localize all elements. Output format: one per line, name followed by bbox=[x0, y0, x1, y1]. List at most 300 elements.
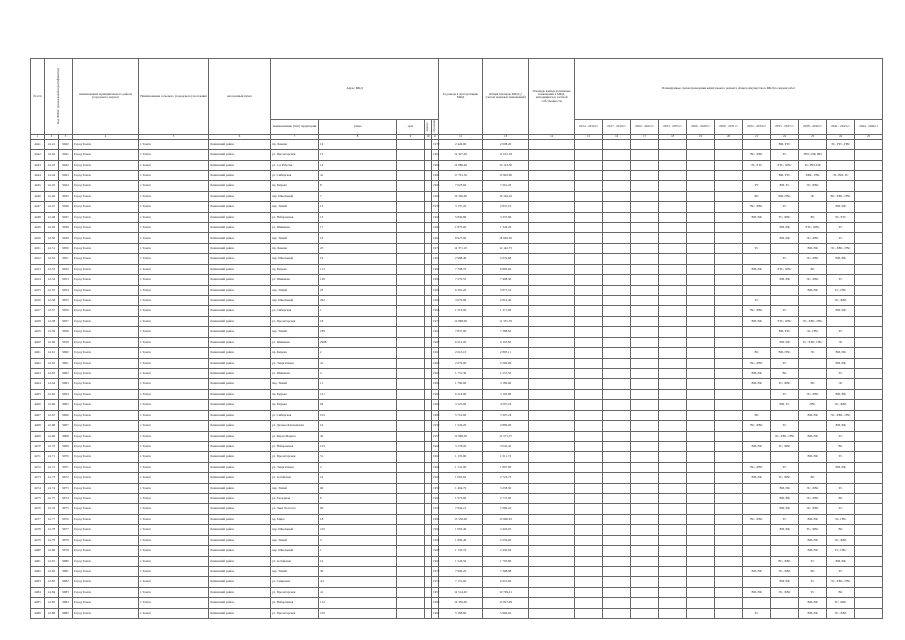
table-cell bbox=[659, 316, 687, 326]
table-cell bbox=[529, 566, 575, 576]
table-cell: 1 741,00 bbox=[439, 462, 483, 472]
table-cell bbox=[425, 170, 432, 180]
table-row bbox=[31, 337, 883, 347]
table-cell bbox=[631, 525, 659, 535]
table-cell: г. Томск bbox=[139, 327, 209, 337]
table-cell bbox=[631, 202, 659, 212]
table-cell bbox=[397, 608, 425, 618]
table-cell: ул. Шишкова bbox=[271, 223, 319, 233]
column-number: 25 bbox=[855, 134, 883, 139]
table-cell bbox=[631, 285, 659, 295]
table-cell bbox=[771, 296, 799, 306]
table-cell: 1 371,90 bbox=[483, 306, 529, 316]
table-cell bbox=[425, 566, 432, 576]
table-cell: ВС bbox=[799, 566, 827, 576]
table-row bbox=[31, 577, 883, 587]
table-cell bbox=[799, 421, 827, 431]
table-cell bbox=[529, 379, 575, 389]
table-cell bbox=[659, 233, 687, 243]
table-cell: ВИ, РТС bbox=[771, 327, 799, 337]
table-cell: 41 bbox=[319, 358, 397, 368]
table-cell: 41.67 bbox=[45, 410, 59, 420]
table-cell: ул. Набережная bbox=[271, 212, 319, 222]
header-settlement: Наименование сельского (городского) поселения bbox=[139, 59, 209, 135]
table-cell bbox=[603, 441, 631, 451]
table-row bbox=[31, 421, 883, 431]
table-cell: 41.66 bbox=[45, 400, 59, 410]
table-cell: 1966 bbox=[432, 306, 439, 316]
table-cell: ул. Набережная bbox=[271, 441, 319, 451]
table-cell: Город Томск bbox=[73, 368, 139, 378]
table-cell: г. Томск bbox=[139, 181, 209, 191]
table-cell: Ленинский район bbox=[209, 254, 271, 264]
table-cell: 1963 bbox=[432, 473, 439, 483]
table-cell bbox=[397, 514, 425, 524]
table-cell: 1963 bbox=[432, 368, 439, 378]
table-cell: 2 bbox=[319, 348, 397, 358]
table-cell: 1 342,20 bbox=[483, 223, 529, 233]
table-cell: 10 196,60 bbox=[439, 191, 483, 201]
table-cell: 9944 bbox=[59, 181, 73, 191]
table-cell bbox=[529, 285, 575, 295]
table-cell: 16 bbox=[319, 473, 397, 483]
table-cell: 4444 bbox=[31, 170, 45, 180]
table-cell: Ленинский район bbox=[209, 566, 271, 576]
table-cell: 2 737,00 bbox=[483, 494, 529, 504]
table-cell bbox=[529, 400, 575, 410]
table-cell bbox=[575, 598, 603, 608]
table-row bbox=[31, 483, 883, 493]
table-cell: Ленинский район bbox=[209, 285, 271, 295]
table-cell: 6 391,20 bbox=[439, 285, 483, 295]
table-cell: 9961 bbox=[59, 358, 73, 368]
table-cell: 9956 bbox=[59, 306, 73, 316]
table-cell: ВС bbox=[799, 264, 827, 274]
table-cell: г. Томск bbox=[139, 421, 209, 431]
table-cell: Ленинский район bbox=[209, 337, 271, 347]
table-cell bbox=[799, 296, 827, 306]
table-cell: Ленинский район bbox=[209, 483, 271, 493]
table-cell bbox=[631, 243, 659, 253]
table-cell bbox=[687, 441, 715, 451]
table-cell: 3 042,42 bbox=[483, 441, 529, 451]
table-cell: 4483 bbox=[31, 577, 45, 587]
table-cell: пр. Кирова bbox=[271, 348, 319, 358]
table-cell bbox=[659, 181, 687, 191]
table-cell: 41.55 bbox=[45, 285, 59, 295]
table-cell: ВИ, РФ bbox=[771, 233, 799, 243]
table-cell: 12 514,20 bbox=[439, 587, 483, 597]
table-cell bbox=[397, 358, 425, 368]
table-cell bbox=[659, 139, 687, 149]
table-cell bbox=[687, 577, 715, 587]
table-cell bbox=[575, 535, 603, 545]
table-cell: Ленинский район bbox=[209, 410, 271, 420]
table-cell bbox=[715, 275, 743, 285]
table-cell: Ленинский район bbox=[209, 431, 271, 441]
table-cell: РТС, ХВС bbox=[771, 264, 799, 274]
table-cell bbox=[397, 139, 425, 149]
table-cell bbox=[715, 368, 743, 378]
table-cell: 41.65 bbox=[45, 389, 59, 399]
table-cell: 4/1 bbox=[319, 577, 397, 587]
table-cell bbox=[827, 264, 855, 274]
table-cell bbox=[659, 400, 687, 410]
table-cell bbox=[715, 598, 743, 608]
table-cell: Ленинский район bbox=[209, 514, 271, 524]
table-cell bbox=[631, 233, 659, 243]
table-cell: 8 bbox=[319, 494, 397, 504]
table-cell bbox=[743, 389, 771, 399]
table-cell: Ленинский район bbox=[209, 546, 271, 556]
table-cell: г. Томск bbox=[139, 535, 209, 545]
table-cell: 41.77 bbox=[45, 514, 59, 524]
table-cell: ЭС, ХВС bbox=[799, 389, 827, 399]
table-cell: 1963 bbox=[432, 358, 439, 368]
table-cell: г. Томск bbox=[139, 431, 209, 441]
table-cell: ТС bbox=[771, 306, 799, 316]
table-cell: г. Томск bbox=[139, 400, 209, 410]
table-cell: ВИ, РФ bbox=[743, 566, 771, 576]
table-cell: ТС bbox=[827, 223, 855, 233]
table-cell bbox=[631, 462, 659, 472]
table-cell: ТС, ХВС bbox=[827, 598, 855, 608]
table-cell: 1 731,39 bbox=[439, 368, 483, 378]
table-cell: г. Томск bbox=[139, 223, 209, 233]
table-cell: 7 837,00 bbox=[439, 327, 483, 337]
table-cell bbox=[659, 421, 687, 431]
table-cell: 14 bbox=[319, 160, 397, 170]
column-number: 5 bbox=[139, 134, 209, 139]
table-row bbox=[31, 400, 883, 410]
table-row bbox=[31, 160, 883, 170]
table-cell: Ленинский район bbox=[209, 587, 271, 597]
table-cell bbox=[425, 202, 432, 212]
table-cell bbox=[631, 483, 659, 493]
table-cell: ВС bbox=[771, 368, 799, 378]
table-cell: ул. Шишкова bbox=[271, 337, 319, 347]
table-cell: 41.49 bbox=[45, 223, 59, 233]
table-cell bbox=[659, 566, 687, 576]
table-cell: 41.86 bbox=[45, 608, 59, 618]
table-cell: 23 bbox=[319, 285, 397, 295]
column-number: 4 bbox=[73, 134, 139, 139]
table-cell: 9959 bbox=[59, 337, 73, 347]
table-cell: ЭС bbox=[799, 348, 827, 358]
table-cell: г. Томск bbox=[139, 337, 209, 347]
table-cell: 1963 bbox=[432, 181, 439, 191]
header-year-3: 2023 - 2025 гг bbox=[659, 120, 687, 135]
table-cell: 4443 bbox=[31, 160, 45, 170]
table-cell: 9975 bbox=[59, 504, 73, 514]
table-cell: ул. Шишкова bbox=[271, 275, 319, 285]
table-cell bbox=[397, 327, 425, 337]
table-cell bbox=[659, 296, 687, 306]
table-cell bbox=[529, 243, 575, 253]
table-row bbox=[31, 181, 883, 191]
table-cell: 4448 bbox=[31, 212, 45, 222]
table-cell: Город Томск bbox=[73, 264, 139, 274]
table-cell: 23 bbox=[319, 243, 397, 253]
table-cell: Город Томск bbox=[73, 181, 139, 191]
table-cell: 4451 bbox=[31, 243, 45, 253]
table-cell: г. Томск bbox=[139, 389, 209, 399]
table-cell bbox=[603, 254, 631, 264]
table-cell bbox=[631, 327, 659, 337]
table-cell: пр. Кирова bbox=[271, 389, 319, 399]
table-cell: ВИ, РФ bbox=[743, 316, 771, 326]
column-number: 13 bbox=[483, 134, 529, 139]
table-cell: РТС, ХВС bbox=[771, 160, 799, 170]
table-cell bbox=[855, 327, 883, 337]
table-cell bbox=[715, 400, 743, 410]
table-cell bbox=[575, 358, 603, 368]
table-cell: 4449 bbox=[31, 223, 45, 233]
table-cell: 1964 bbox=[432, 462, 439, 472]
table-cell bbox=[575, 483, 603, 493]
table-cell: 9941 bbox=[59, 150, 73, 160]
table-cell: 9945 bbox=[59, 191, 73, 201]
table-cell bbox=[631, 316, 659, 326]
table-cell: 18 094,50 bbox=[483, 233, 529, 243]
table-cell bbox=[425, 348, 432, 358]
table-cell: 1961 bbox=[432, 233, 439, 243]
table-cell bbox=[603, 421, 631, 431]
table-cell bbox=[855, 337, 883, 347]
table-cell: 4455 bbox=[31, 285, 45, 295]
table-cell bbox=[855, 441, 883, 451]
table-cell: ВИ, РФ bbox=[771, 525, 799, 535]
table-cell: ТС, ХВС bbox=[799, 525, 827, 535]
table-cell bbox=[743, 546, 771, 556]
table-cell: 1959 bbox=[432, 504, 439, 514]
table-cell bbox=[603, 389, 631, 399]
table-cell bbox=[575, 400, 603, 410]
table-cell: 9969 bbox=[59, 441, 73, 451]
table-cell: 7 270,55 bbox=[439, 275, 483, 285]
table-cell: г. Томск bbox=[139, 358, 209, 368]
table-cell: ЭС, ХВС bbox=[827, 296, 855, 306]
table-row bbox=[31, 243, 883, 253]
table-cell: ул. Льва Толстого bbox=[271, 504, 319, 514]
table-cell bbox=[687, 348, 715, 358]
table-cell bbox=[529, 535, 575, 545]
table-row bbox=[31, 202, 883, 212]
table-cell: 7 131,60 bbox=[439, 577, 483, 587]
table-cell bbox=[743, 556, 771, 566]
table-cell: 41.72 bbox=[45, 462, 59, 472]
table-cell bbox=[603, 379, 631, 389]
table-cell: 4463 bbox=[31, 368, 45, 378]
table-cell bbox=[687, 296, 715, 306]
table-cell: пер. Тихий bbox=[271, 285, 319, 295]
table-cell bbox=[603, 410, 631, 420]
table-cell bbox=[603, 566, 631, 576]
table-cell bbox=[659, 358, 687, 368]
table-cell bbox=[715, 316, 743, 326]
table-cell bbox=[529, 410, 575, 420]
table-cell: 1961 bbox=[432, 348, 439, 358]
table-cell bbox=[631, 389, 659, 399]
table-cell: ЭС bbox=[799, 191, 827, 201]
table-cell: 4458 bbox=[31, 316, 45, 326]
table-cell bbox=[855, 514, 883, 524]
table-cell bbox=[425, 316, 432, 326]
table-cell: ТС, ХВС bbox=[771, 473, 799, 483]
table-cell bbox=[397, 170, 425, 180]
table-cell bbox=[529, 587, 575, 597]
table-cell: Ленинский район bbox=[209, 316, 271, 326]
table-cell: 9963 bbox=[59, 379, 73, 389]
table-cell bbox=[529, 233, 575, 243]
table-cell: 4481 bbox=[31, 556, 45, 566]
table-cell bbox=[397, 587, 425, 597]
table-cell: ВИ, РФ bbox=[799, 546, 827, 556]
table-cell: 1969 bbox=[432, 410, 439, 420]
table-cell bbox=[603, 150, 631, 160]
table-cell: Город Томск bbox=[73, 389, 139, 399]
table-cell: 1 011,72 bbox=[483, 452, 529, 462]
table-cell bbox=[631, 504, 659, 514]
table-cell: 9977 bbox=[59, 525, 73, 535]
table-cell bbox=[659, 577, 687, 587]
table-cell: ВИ, РФ bbox=[771, 494, 799, 504]
table-cell bbox=[687, 316, 715, 326]
table-cell: г. Томск bbox=[139, 316, 209, 326]
table-cell bbox=[687, 254, 715, 264]
table-cell: г. Томск bbox=[139, 598, 209, 608]
table-cell bbox=[575, 546, 603, 556]
table-cell: 14 371,10 bbox=[439, 243, 483, 253]
table-cell: 41.63 bbox=[45, 368, 59, 378]
table-cell: ВИ, РФ bbox=[771, 577, 799, 587]
table-cell: пер. Школьный bbox=[271, 296, 319, 306]
table-cell: 1957 bbox=[432, 587, 439, 597]
table-cell: ул. Смирнова bbox=[271, 577, 319, 587]
table-row bbox=[31, 379, 883, 389]
table-cell: 1963 bbox=[432, 296, 439, 306]
table-cell: ВС, ХВС bbox=[743, 462, 771, 472]
table-cell bbox=[603, 264, 631, 274]
table-cell: ТС bbox=[827, 483, 855, 493]
table-cell bbox=[603, 514, 631, 524]
table-cell bbox=[575, 264, 603, 274]
table-cell: 1971 bbox=[432, 243, 439, 253]
table-cell: 4484 bbox=[31, 587, 45, 597]
table-cell bbox=[425, 358, 432, 368]
table-cell: 4486 bbox=[31, 608, 45, 618]
table-cell: 4445 bbox=[31, 181, 45, 191]
table-cell: Ленинский район bbox=[209, 327, 271, 337]
table-cell bbox=[715, 556, 743, 566]
table-cell bbox=[771, 598, 799, 608]
table-cell: 2908 bbox=[319, 337, 397, 347]
table-cell: Город Томск bbox=[73, 400, 139, 410]
table-cell bbox=[715, 473, 743, 483]
table-cell: Ленинский район bbox=[209, 358, 271, 368]
header-years-group: Планируемые сроки проведения капитального ремонта общего имущества в МКД по видам работ bbox=[575, 59, 883, 120]
table-cell bbox=[603, 598, 631, 608]
table-cell: 156 bbox=[319, 608, 397, 618]
table-cell bbox=[659, 556, 687, 566]
table-cell bbox=[425, 306, 432, 316]
table-cell bbox=[603, 306, 631, 316]
table-cell: 5 192,86 bbox=[483, 389, 529, 399]
table-cell: 1964 bbox=[432, 264, 439, 274]
table-cell: 4450 bbox=[31, 233, 45, 243]
table-cell: Ленинский район bbox=[209, 473, 271, 483]
table-cell: 2 420,65 bbox=[483, 525, 529, 535]
table-cell: 41.75 bbox=[45, 494, 59, 504]
table-cell: Ленинский район bbox=[209, 525, 271, 535]
table-cell bbox=[631, 264, 659, 274]
table-cell: ВИ, РФ bbox=[771, 337, 799, 347]
table-cell bbox=[715, 608, 743, 618]
table-cell: 41.56 bbox=[45, 296, 59, 306]
table-cell bbox=[575, 494, 603, 504]
table-cell: 41.70 bbox=[45, 441, 59, 451]
column-number: 6 bbox=[209, 134, 271, 139]
table-cell bbox=[575, 525, 603, 535]
table-cell: 18 bbox=[319, 514, 397, 524]
table-cell bbox=[855, 379, 883, 389]
column-number: 7 bbox=[271, 134, 319, 139]
table-cell bbox=[687, 306, 715, 316]
table-cell: 12 142,75 bbox=[483, 243, 529, 253]
table-cell bbox=[715, 212, 743, 222]
table-cell: 1959 bbox=[432, 421, 439, 431]
table-cell bbox=[397, 254, 425, 264]
table-cell: г. Томск bbox=[139, 243, 209, 253]
table-cell bbox=[659, 598, 687, 608]
table-cell: 2 450,94 bbox=[483, 546, 529, 556]
table-cell: Ленинский район bbox=[209, 577, 271, 587]
table-cell: 2 810,40 bbox=[483, 296, 529, 306]
table-cell bbox=[659, 306, 687, 316]
table-cell: 1 573,60 bbox=[439, 494, 483, 504]
table-cell bbox=[603, 452, 631, 462]
header-year-built: Год ввода в эксплуатацию МКД bbox=[439, 59, 483, 135]
table-cell: 9976 bbox=[59, 514, 73, 524]
table-cell: 3 076,80 bbox=[439, 296, 483, 306]
table-cell bbox=[529, 546, 575, 556]
table-cell bbox=[855, 598, 883, 608]
table-cell: 10 123,50 bbox=[483, 160, 529, 170]
table-cell bbox=[575, 410, 603, 420]
table-cell: ЭС bbox=[827, 379, 855, 389]
table-cell bbox=[631, 556, 659, 566]
table-cell: пер. Тихий bbox=[271, 483, 319, 493]
table-cell: 9982 bbox=[59, 577, 73, 587]
table-cell bbox=[575, 566, 603, 576]
table-cell: 41.50 bbox=[45, 233, 59, 243]
table-cell: 11 351,79 bbox=[483, 316, 529, 326]
table-cell: ул. Сибирская bbox=[271, 170, 319, 180]
table-cell bbox=[397, 275, 425, 285]
table-row bbox=[31, 368, 883, 378]
table-cell bbox=[575, 337, 603, 347]
table-cell: 4460 bbox=[31, 337, 45, 347]
table-cell: ВИ, ТС bbox=[771, 181, 799, 191]
table-cell bbox=[397, 504, 425, 514]
table-cell: 11 012,18 bbox=[483, 150, 529, 160]
table-cell: ул. Пролетарская bbox=[271, 316, 319, 326]
table-cell bbox=[743, 254, 771, 264]
table-cell bbox=[659, 160, 687, 170]
table-cell: 41.51 bbox=[45, 243, 59, 253]
table-cell bbox=[855, 150, 883, 160]
table-cell bbox=[575, 348, 603, 358]
